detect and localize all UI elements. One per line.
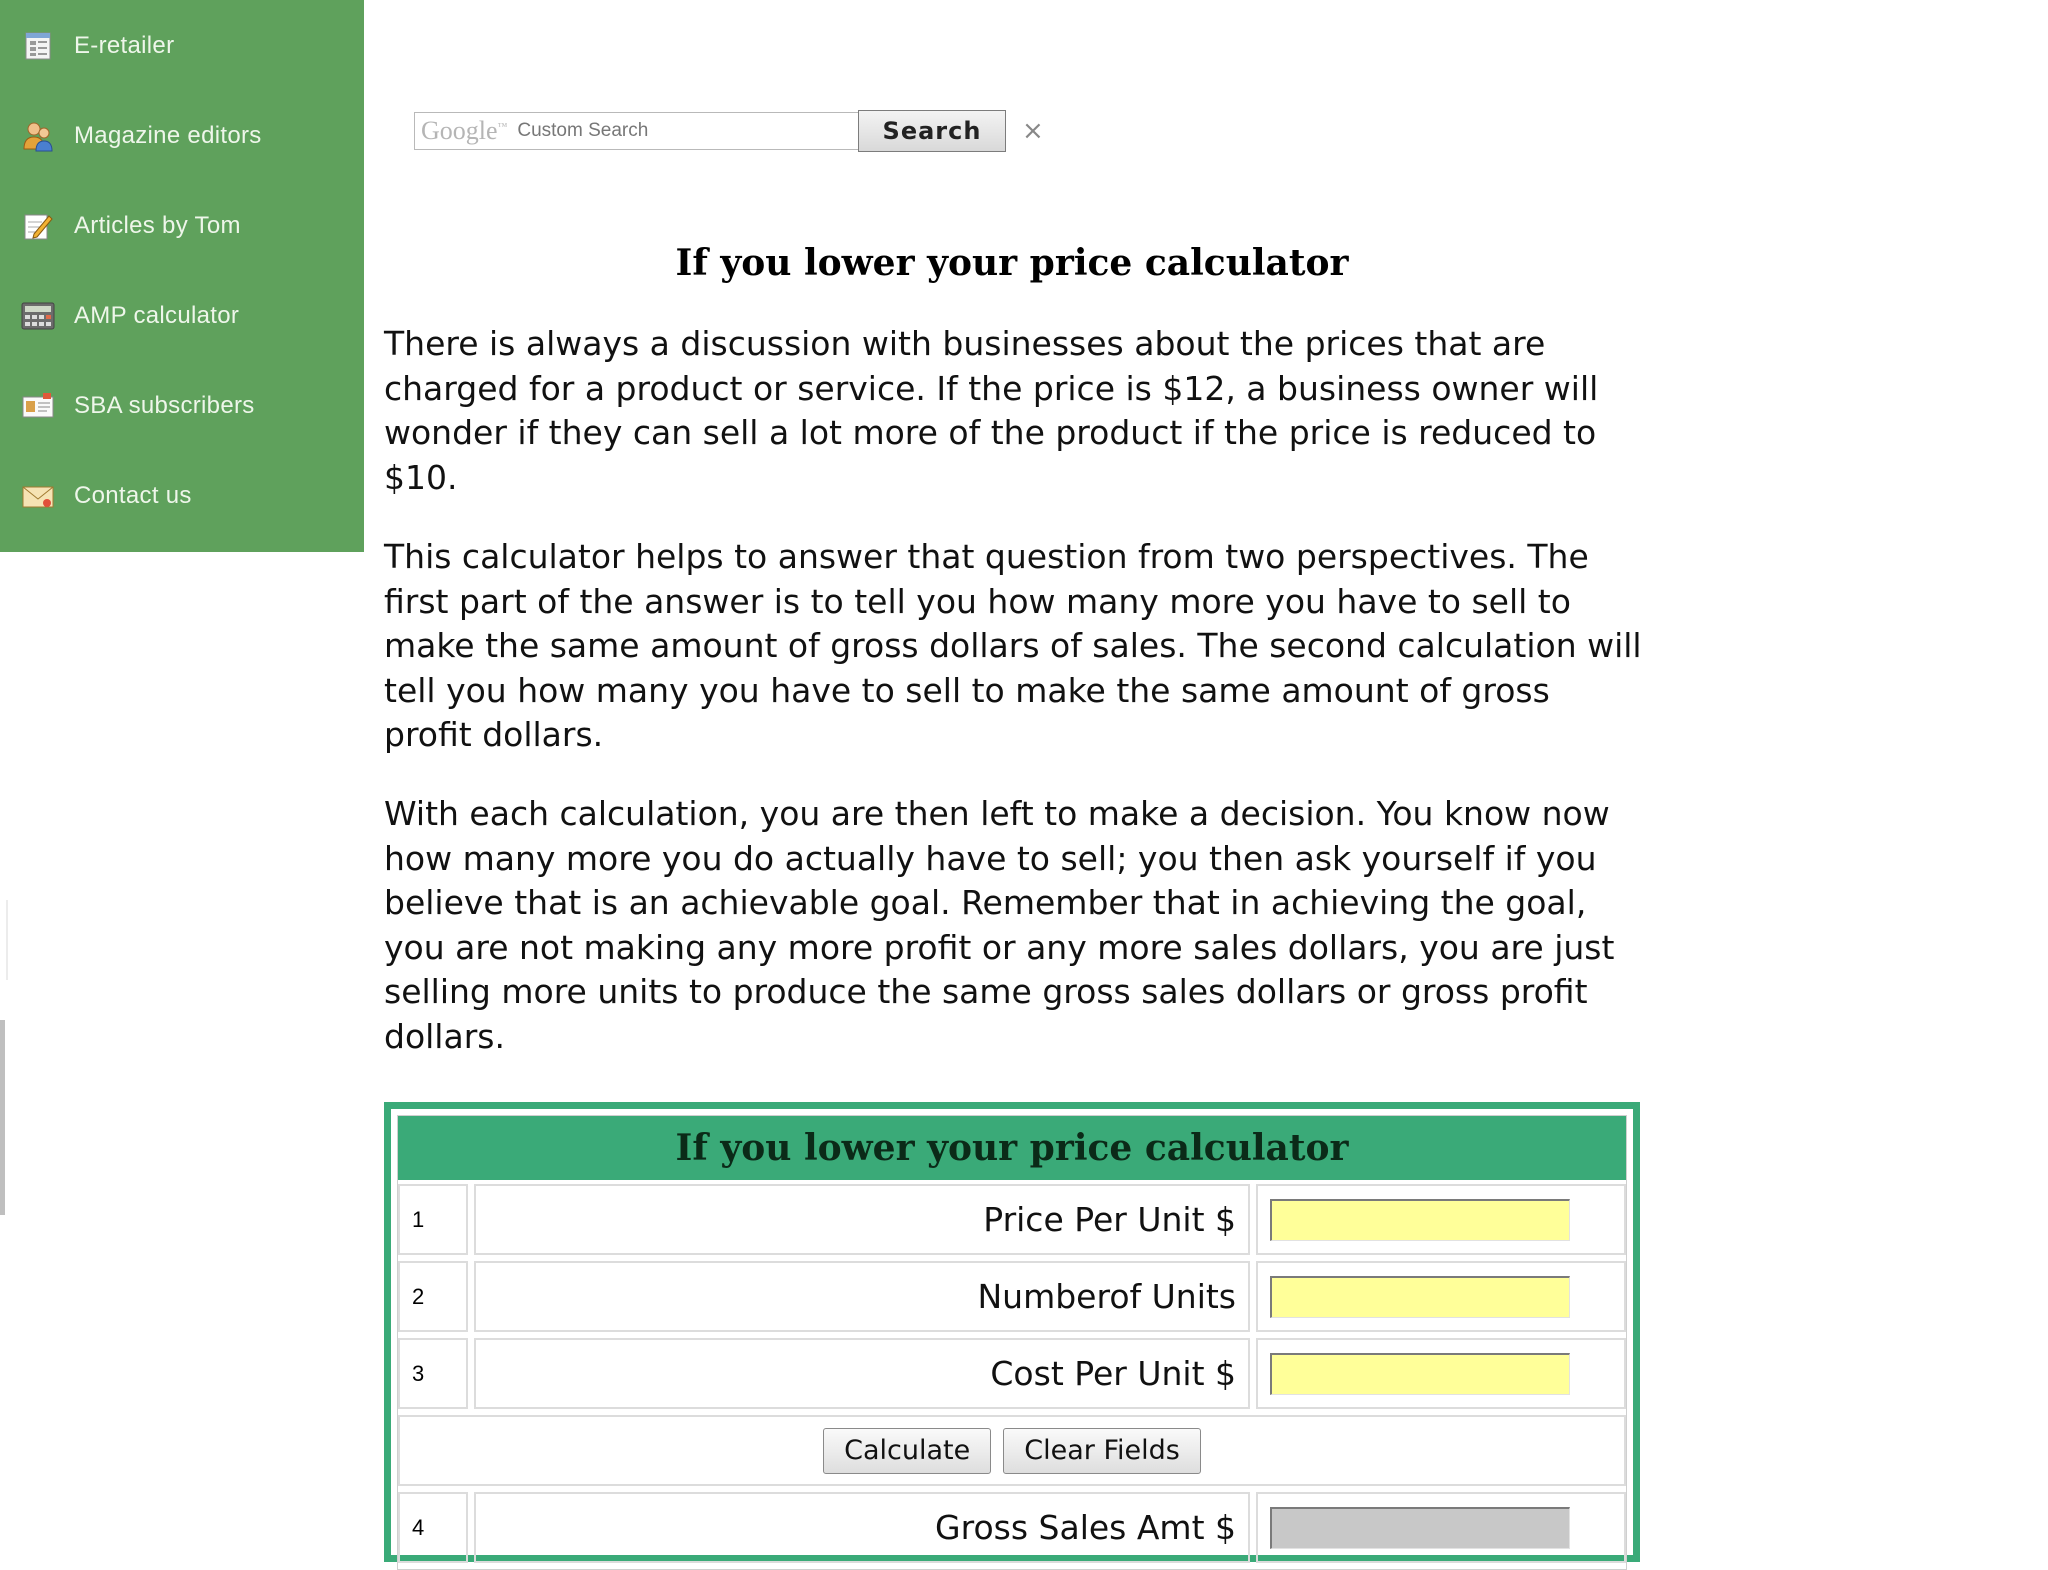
calculator-table bbox=[397, 1115, 1627, 1570]
sidebar-item-articles-by-tom[interactable] bbox=[20, 202, 241, 250]
sidebar-item-magazine-editors[interactable] bbox=[20, 112, 262, 160]
scrollbar[interactable] bbox=[0, 1020, 5, 1215]
sidebar-item-label: Articles by Tom bbox=[74, 212, 241, 239]
row-input-cell bbox=[1256, 1338, 1626, 1409]
document-list-icon bbox=[20, 28, 56, 64]
row-label: Numberof Units bbox=[474, 1261, 1250, 1332]
clear-fields-button[interactable]: Clear Fields bbox=[1003, 1428, 1201, 1474]
contact-card-icon bbox=[20, 388, 56, 424]
row-number: 1 bbox=[398, 1184, 468, 1255]
number-of-units-input[interactable] bbox=[1270, 1276, 1570, 1318]
notepad-pencil-icon bbox=[20, 208, 56, 244]
decision-paragraph: With each calculation, you are then left to make a decision. You know now how many more you do actually have to sell; you then ask yourself if you believe that is an achievable goal. Remember that in achieving the goal, you are not making any more profit or any more sales dollars, you are just selling more units to produce the same gross sales dollars or gross profit dollars. bbox=[384, 794, 1615, 1056]
row-input-cell bbox=[1256, 1184, 1626, 1255]
sidebar-item-sba-subscribers[interactable] bbox=[20, 382, 255, 430]
row-label: Gross Sales Amt $ bbox=[474, 1492, 1250, 1563]
sidebar-item-label: Contact us bbox=[74, 482, 192, 509]
row-number: 2 bbox=[398, 1261, 468, 1332]
gross-sales-amt-output bbox=[1270, 1507, 1570, 1549]
sidebar-nav bbox=[0, 0, 364, 552]
sidebar-item-label: SBA subscribers bbox=[74, 392, 255, 419]
envelope-icon bbox=[20, 478, 56, 514]
people-icon bbox=[20, 118, 56, 154]
row-input-cell bbox=[1256, 1261, 1626, 1332]
row-number: 3 bbox=[398, 1338, 468, 1409]
sidebar-item-label: Magazine editors bbox=[74, 122, 262, 149]
table-row bbox=[398, 1184, 1626, 1255]
row-label: Price Per Unit $ bbox=[474, 1184, 1250, 1255]
button-row bbox=[398, 1415, 1626, 1486]
price-per-unit-input[interactable] bbox=[1270, 1199, 1570, 1241]
calculator-icon bbox=[20, 298, 56, 334]
sidebar-item-e-retailer[interactable] bbox=[20, 22, 174, 70]
google-logo: Google™ bbox=[421, 116, 508, 145]
calculate-button[interactable]: Calculate bbox=[823, 1428, 991, 1474]
sidebar-item-contact-us[interactable] bbox=[20, 472, 192, 520]
intro-paragraph: There is always a discussion with businesses about the prices that are charged for a product or service. If the price is $12, a business owner will wonder if they can sell a lot more of the product if the price is reduced to $10. bbox=[384, 324, 1599, 497]
search-input[interactable] bbox=[414, 112, 858, 150]
sidebar-item-label: AMP calculator bbox=[74, 302, 240, 329]
calculator-title: If you lower your price calculator bbox=[398, 1116, 1626, 1184]
edge-divider bbox=[6, 900, 8, 980]
page-title: If you lower your price calculator bbox=[675, 242, 1349, 284]
row-number: 4 bbox=[398, 1492, 468, 1563]
cost-per-unit-input[interactable] bbox=[1270, 1353, 1570, 1395]
sidebar-item-label: E-retailer bbox=[74, 32, 175, 59]
custom-search bbox=[414, 110, 1044, 152]
row-label: Cost Per Unit $ bbox=[474, 1338, 1250, 1409]
search-placeholder: Custom Search bbox=[517, 120, 649, 141]
explanation-paragraph: This calculator helps to answer that question from two perspectives. The first part of the answer is to tell you how many more you have to sell to make the same amount of gross dollars of sales. The second calculation will tell you how many you have to sell to make the same amount of gross profit dollars. bbox=[384, 537, 1642, 754]
search-button[interactable]: Search bbox=[858, 110, 1006, 152]
row-input-cell bbox=[1256, 1492, 1626, 1563]
table-row bbox=[398, 1261, 1626, 1332]
table-row bbox=[398, 1492, 1626, 1563]
close-icon[interactable]: × bbox=[1022, 116, 1044, 146]
table-row bbox=[398, 1338, 1626, 1409]
sidebar-item-amp-calculator[interactable] bbox=[20, 292, 239, 340]
price-calculator bbox=[384, 1102, 1640, 1562]
